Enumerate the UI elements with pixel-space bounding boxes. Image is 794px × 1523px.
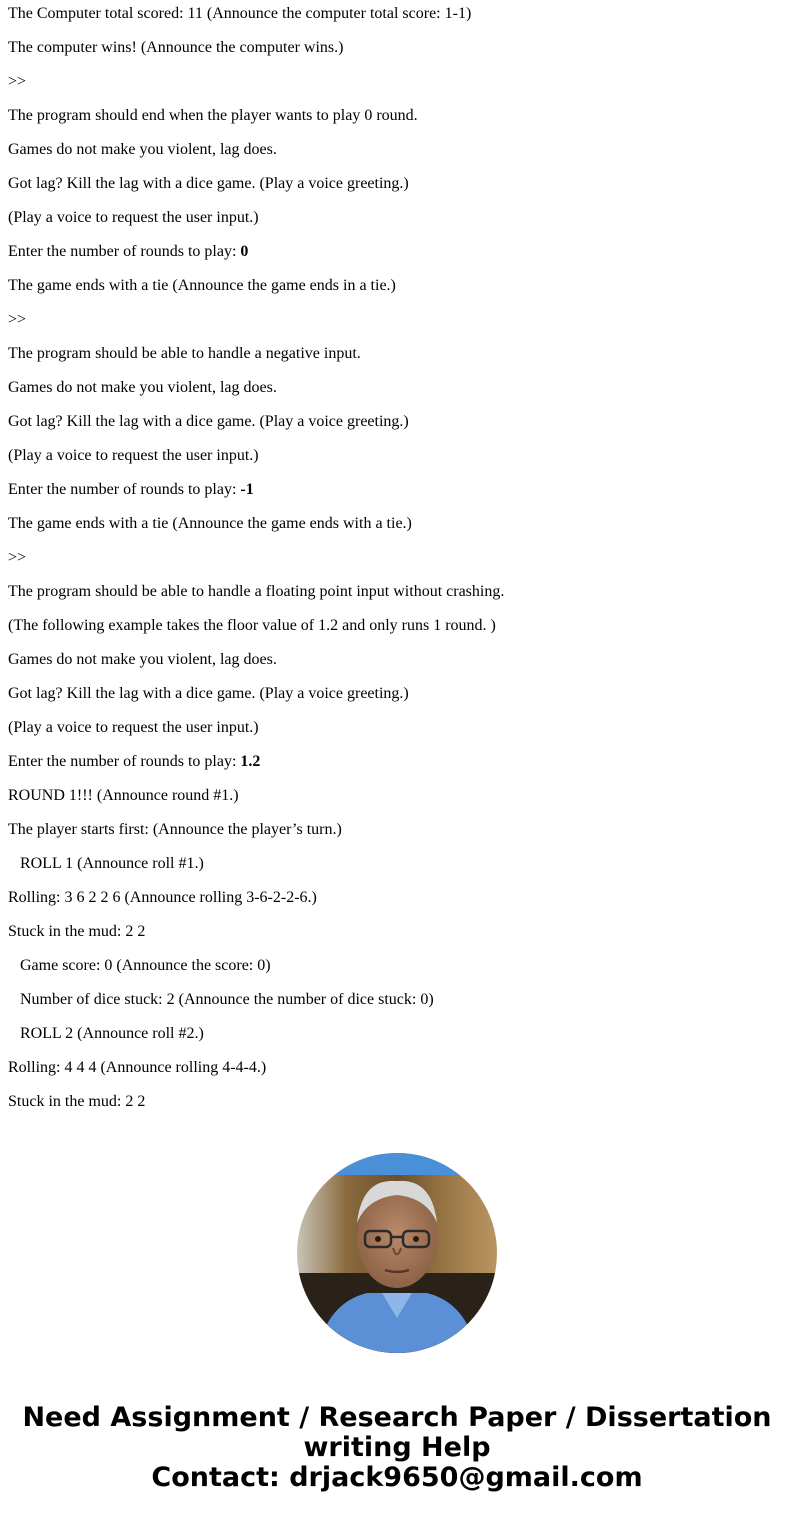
text-line <box>8 379 786 397</box>
text-line <box>8 413 786 431</box>
text-line <box>8 753 786 771</box>
text-line-content: The computer wins! (Announce the computer wins.) <box>8 39 344 56</box>
text-line-content: Enter the number of rounds to play: <box>8 753 241 770</box>
text-line-content: Rolling: 3 6 2 2 6 (Announce rolling 3-6-2-2-6.) <box>8 889 317 906</box>
text-line-content: Rolling: 4 4 4 (Announce rolling 4-4-4.) <box>8 1059 267 1076</box>
text-line-content: ROUND 1!!! (Announce round #1.) <box>8 787 239 804</box>
text-line <box>8 787 786 805</box>
text-line-content: Got lag? Kill the lag with a dice game. (Play a voice greeting.) <box>8 175 409 192</box>
text-line <box>8 617 786 635</box>
text-line-content: The player starts first: (Announce the player’s turn.) <box>8 821 342 838</box>
text-line <box>8 719 786 737</box>
text-line-content: The program should end when the player wants to play 0 round. <box>8 107 418 124</box>
text-line-content: >> <box>8 311 27 328</box>
text-line-content: Games do not make you violent, lag does. <box>8 141 277 158</box>
user-input-value: 1.2 <box>240 753 261 770</box>
text-line <box>8 311 786 329</box>
text-line-content: The program should be able to handle a negative input. <box>8 345 361 362</box>
author-avatar <box>297 1153 497 1353</box>
user-input-value: -1 <box>240 481 254 498</box>
text-line-content: Game score: 0 (Announce the score: 0) <box>20 957 271 974</box>
text-line <box>8 991 786 1009</box>
footer-line-2: writing Help <box>303 1432 491 1463</box>
text-line-content: (Play a voice to request the user input.) <box>8 209 259 226</box>
text-line <box>8 855 786 873</box>
text-line-content: ROLL 1 (Announce roll #1.) <box>20 855 204 872</box>
text-line <box>8 209 786 227</box>
text-line-content: (The following example takes the floor value of 1.2 and only runs 1 round. ) <box>8 617 496 634</box>
text-line-content: (Play a voice to request the user input.) <box>8 447 259 464</box>
text-line <box>8 821 786 839</box>
text-line-content: Stuck in the mud: 2 2 <box>8 923 146 940</box>
footer-contact: Contact: drjack9650@gmail.com <box>151 1462 643 1493</box>
text-line <box>8 73 786 91</box>
text-line-content: (Play a voice to request the user input.) <box>8 719 259 736</box>
text-line <box>8 685 786 703</box>
text-line-content: The game ends with a tie (Announce the game ends with a tie.) <box>8 515 412 532</box>
text-line <box>8 39 786 57</box>
text-line-content: Got lag? Kill the lag with a dice game. (Play a voice greeting.) <box>8 685 409 702</box>
text-line <box>8 1025 786 1043</box>
document-body <box>8 5 786 1127</box>
text-line <box>8 345 786 363</box>
text-line <box>8 889 786 907</box>
text-line <box>8 957 786 975</box>
text-line-content: ROLL 2 (Announce roll #2.) <box>20 1025 204 1042</box>
text-line <box>8 5 786 23</box>
text-line-content: Enter the number of rounds to play: <box>8 481 241 498</box>
text-line <box>8 549 786 567</box>
portrait-image <box>297 1153 497 1353</box>
user-input-value: 0 <box>240 243 249 260</box>
text-line-content: Got lag? Kill the lag with a dice game. (Play a voice greeting.) <box>8 413 409 430</box>
text-line <box>8 175 786 193</box>
text-line <box>8 447 786 465</box>
text-line <box>8 923 786 941</box>
text-line <box>8 243 786 261</box>
text-line <box>8 1093 786 1111</box>
text-line-content: >> <box>8 73 27 90</box>
text-line <box>8 651 786 669</box>
text-line-content: Games do not make you violent, lag does. <box>8 651 277 668</box>
text-line <box>8 107 786 125</box>
text-line <box>8 583 786 601</box>
contact-footer <box>0 1403 794 1493</box>
text-line <box>8 481 786 499</box>
text-line <box>8 1059 786 1077</box>
text-line-content: The Computer total scored: 11 (Announce the computer total score: 1-1) <box>8 5 472 22</box>
text-line-content: Enter the number of rounds to play: <box>8 243 241 260</box>
text-line-content: >> <box>8 549 27 566</box>
text-line-content: Games do not make you violent, lag does. <box>8 379 277 396</box>
text-line-content: The game ends with a tie (Announce the game ends in a tie.) <box>8 277 396 294</box>
text-line-content: Stuck in the mud: 2 2 <box>8 1093 146 1110</box>
text-line-content: Number of dice stuck: 2 (Announce the number of dice stuck: 0) <box>20 991 434 1008</box>
text-line-content: The program should be able to handle a floating point input without crashing. <box>8 583 505 600</box>
text-line <box>8 515 786 533</box>
text-line <box>8 141 786 159</box>
text-line <box>8 277 786 295</box>
footer-line-1: Need Assignment / Research Paper / Dissertation <box>22 1402 772 1433</box>
